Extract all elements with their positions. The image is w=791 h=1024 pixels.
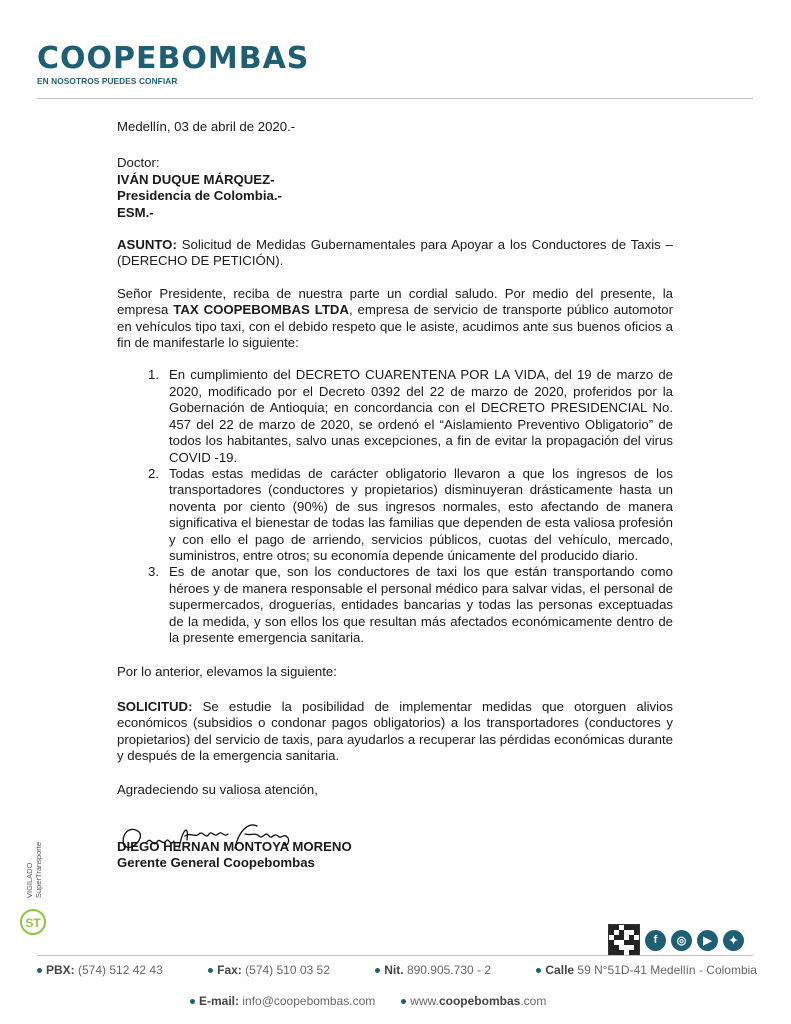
signer-name: DIEGO HERNAN MONTOYA MORENO [117,838,352,854]
intro-after: , empresa de servicio de transporte público automotor en vehículos tipo taxi, con el debido respeto que le asiste, acudimos ante sus buenos oficios a fin de manifestarle lo siguiente: [117,302,673,351]
footer-nit: Nit. 890.905.730 - 2 [375,963,491,977]
intro-paragraph [117,286,673,352]
letter-body [117,119,673,872]
footer-pbx: PBX: (574) 512 42 43 [37,963,163,977]
footer-address: Calle 59 N°51D-41 Medellín - Colombia [536,963,757,977]
footer-website[interactable]: www.coopebombas.com [401,994,546,1008]
therefore-line: Por lo anterior, elevamos la siguiente: [117,664,337,680]
header-divider [37,98,753,99]
list-item-number: 1. [148,367,159,383]
list-item-text: Todas estas medidas de carácter obligatorio llevaron a que los ingresos de los transportadores (conductores y propietarios) disminuyeran drásticamente hasta un noventa por ciento (90%) de sus ingresos normales, esto afectando de manera significativa el bienestar de todas las familias que dependen de esta valiosa profesión y con ello el pago de arriendo, servicios públicos, cuotas del vehículo, mercado, suministros, entre otros; su economía depende únicamente del producido diario. [169,465,673,563]
list-item [117,367,673,465]
request-label: SOLICITUD: [117,698,193,714]
date-line: Medellín, 03 de abril de 2020.- [117,119,296,134]
closing-line: Agradeciendo su valiosa atención, [117,782,318,798]
handwritten-signature [117,818,317,858]
list-item-text: Es de anotar que, son los conductores de taxi los que están transportando como héroes y de manera responsable el personal médico para salvar vidas, el personal de supermercados, droguerías, entidades bancarias y todas las personas exceptuadas de la medida, y son ellos los que resultan más afectados económicamente dentro de la presente emergencia sanitaria. [169,564,673,645]
vigilado-supertransporte [18,820,48,940]
list-item-number: 3. [148,564,159,580]
vigilado-line1: VIGILADO [25,862,34,898]
recipient-city: ESM.- [117,204,154,220]
subject-text: Solicitud de Medidas Gubernamentales para Apoyar a los Conductores de Taxis – (DERECHO DE PETICIÓN). [117,237,673,269]
footer-web-row [190,994,546,1008]
list-item [117,564,673,646]
vigilado-badge: ST [25,916,41,930]
vigilado-line2: SuperTransporte [34,841,43,898]
footer-divider [37,955,753,956]
subject-paragraph [117,237,673,270]
facebook-icon[interactable]: f [645,930,666,951]
request-text: Se estudie la posibilidad de implementar medidas que otorguen alivios económicos (subsidios o condonar pagos obligatorios) a los transportadores (conductores y propietarios) del servicio de taxis, para ayudarlos a recuperar las pérdidas económicas durante y después de la emergencia sanitaria. [117,698,673,763]
salutation: Doctor: [117,155,160,171]
company-logo [37,41,310,86]
logo-tagline: EN NOSOTROS PUEDES CONFIAR [37,76,178,86]
social-icons [608,924,744,956]
subject-label: ASUNTO: [117,237,177,253]
list-item-text: En cumplimiento del DECRETO CUARENTENA POR LA VIDA, del 19 de marzo de 2020, modificado por el Decreto 0392 del 22 de marzo de 2020, proferidos por la Gobernación de Antioquia; en concordancia con el DECRETO PRESIDENCIAL No. 457 del 22 de marzo de 2020, se ordenó el “Aislamiento Preventivo Obligatorio” de todos los habitantes, salvo unas excepciones, a fin de evitar la propagación del virus COVID -19. [169,367,673,465]
twitter-icon[interactable]: ✦ [723,930,744,951]
instagram-icon[interactable]: ◎ [671,930,692,951]
logo-wordmark: COOPEBOMBAS [37,41,310,76]
footer-contact-row [37,963,757,977]
footer-email[interactable]: E-mail: info@coopebombas.com [190,994,375,1008]
qr-code-icon [608,924,640,956]
intro-company: TAX COOPEBOMBAS LTDA [173,302,349,318]
list-item [117,466,673,564]
numbered-list [117,367,673,646]
request-paragraph [117,699,673,765]
intro-before: Señor Presidente, reciba de nuestra parte un cordial saludo. Por medio del presente, la empresa [117,285,673,318]
list-item-number: 2. [148,465,159,481]
recipient-office: Presidencia de Colombia.- [117,188,282,204]
youtube-icon[interactable]: ▶ [697,930,718,951]
signer-title: Gerente General Coopebombas [117,855,315,871]
recipient-name: IVÁN DUQUE MÁRQUEZ- [117,171,275,187]
footer-fax: Fax: (574) 510 03 52 [208,963,330,977]
